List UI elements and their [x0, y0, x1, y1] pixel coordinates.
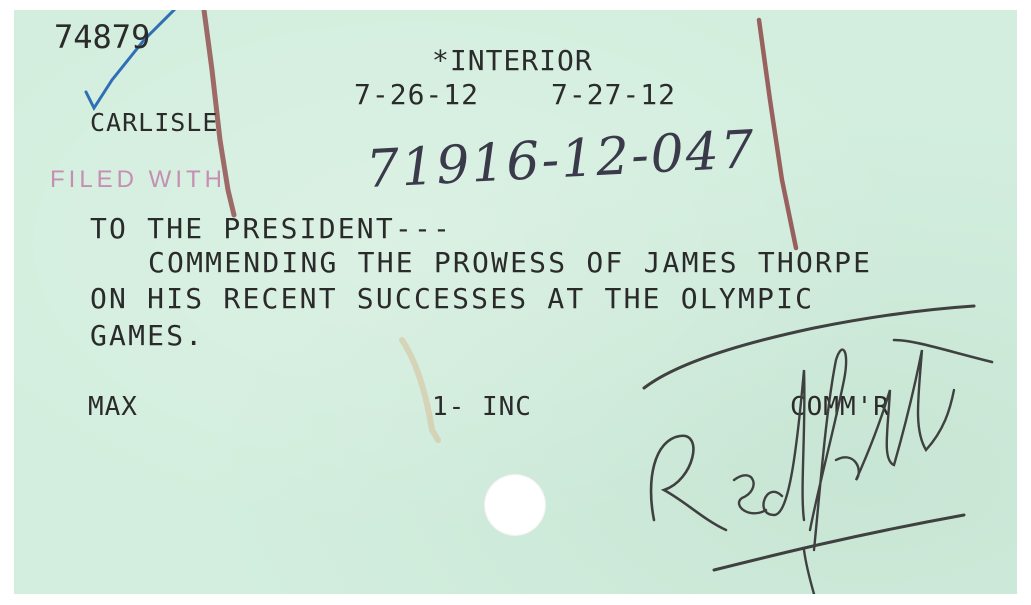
subject-line-3: GAMES.	[90, 319, 205, 352]
origin-place: CARLISLE	[90, 108, 219, 137]
signature-ield	[836, 350, 954, 480]
subject-line-2: ON HIS RECENT SUCCESSES AT THE OLYMPIC	[90, 282, 815, 315]
signature-d	[764, 370, 805, 520]
signature-cross-stroke	[894, 340, 992, 362]
subject-line-1: COMMENDING THE PROWESS OF JAMES THORPE	[148, 246, 873, 279]
action-inclosure: 1- INC	[432, 392, 532, 422]
card-number: 74879	[54, 18, 151, 56]
addressee: TO THE PRESIDENT---	[90, 212, 453, 245]
index-card	[14, 10, 1017, 594]
date-filed: 7-27-12	[551, 78, 677, 111]
punch-hole	[484, 474, 546, 536]
signature-underline-top	[644, 306, 974, 388]
action-left: MAX	[88, 392, 138, 422]
signature-r	[651, 436, 726, 530]
filed-with-number: 71916-12-047	[364, 119, 758, 201]
signature-e	[734, 475, 766, 513]
signature-f	[810, 350, 846, 550]
date-received: 7-26-12	[354, 78, 480, 111]
department-label: *INTERIOR	[432, 44, 593, 77]
signature-tail	[804, 550, 814, 594]
filed-with-stamp: FILED WITH	[50, 166, 226, 193]
action-referral: COMM'R	[790, 392, 890, 422]
signature-underline-bottom	[714, 515, 964, 570]
